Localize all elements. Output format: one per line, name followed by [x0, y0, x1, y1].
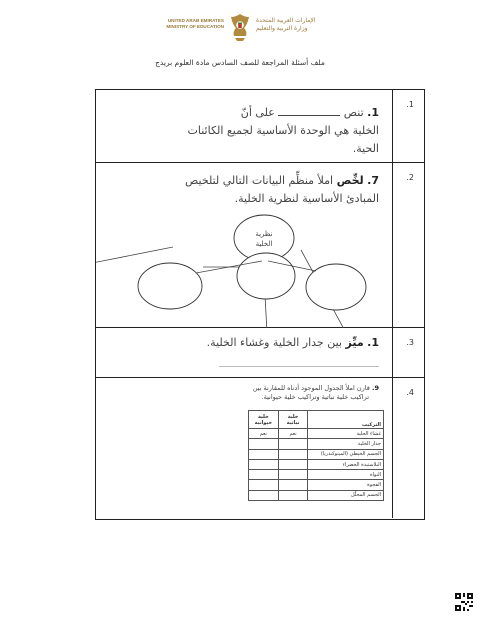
question-row-4 [96, 378, 424, 518]
plant-cell-answer[interactable] [278, 490, 308, 500]
uae-emblem-icon [228, 12, 252, 42]
comparison-table-header [249, 411, 384, 429]
question-text: على أنّ [240, 106, 275, 119]
question-text: قارن املأ الجدول الموجود أدناه للمقارنة بين [252, 384, 370, 392]
question-content [96, 90, 393, 162]
row-number-cell [392, 90, 424, 162]
ministry-en-line1: UNITED ARAB EMIRATES [167, 18, 224, 23]
answer-blank[interactable] [278, 106, 340, 116]
question-content [96, 328, 393, 377]
structure-cell: غشاء الخلية [308, 429, 384, 439]
question-number: 1. [367, 106, 379, 119]
ministry-name-english [152, 18, 224, 30]
animal-cell-answer[interactable] [249, 480, 279, 490]
comparison-table [248, 410, 384, 501]
question-number: 9. [371, 384, 379, 392]
plant-cell-answer[interactable] [278, 480, 308, 490]
row-number-cell [392, 328, 424, 377]
structure-cell: الفجوة [308, 480, 384, 490]
question-verb: تنص [343, 106, 364, 119]
animal-cell-answer[interactable] [249, 439, 279, 449]
ministry-ar-line2: وزارة التربية والتعليم [256, 25, 308, 32]
plant-cell-answer[interactable] [278, 470, 308, 480]
row-number: .2 [406, 173, 414, 182]
header-structure: التركيب [308, 411, 384, 429]
question-line-2: الخلية هي الوحدة الأساسية لجميع الكائنات [187, 124, 379, 137]
row-number: .1 [406, 100, 414, 109]
question-line-2: المبادئ الأساسية لنظرية الخلية. [234, 192, 379, 205]
animal-cell-answer[interactable]: نعم [249, 429, 279, 439]
table-row [249, 470, 384, 480]
question-verb: ميِّز [345, 336, 364, 349]
branch-ellipse-1 [138, 263, 202, 309]
center-label-line1: نظرية [255, 230, 273, 238]
question-line-1 [207, 334, 379, 352]
animal-cell-answer[interactable] [249, 470, 279, 480]
questions-table [95, 89, 425, 520]
question-verb: لخِّص [336, 174, 364, 187]
table-row [249, 439, 384, 449]
question-row-2 [96, 163, 424, 328]
question-number: 7. [367, 174, 379, 187]
row-number-cell [392, 378, 424, 518]
animal-cell-answer[interactable] [249, 459, 279, 469]
branch-ellipse-2 [237, 253, 295, 299]
structure-cell: البلاستيدة الخضراء [308, 459, 384, 469]
structure-cell: الجسم الخيطي (الميتوكندريا) [308, 449, 384, 459]
row-number-cell [392, 163, 424, 327]
question-row-3 [96, 328, 424, 378]
table-row [249, 459, 384, 469]
question-row-1 [96, 90, 424, 163]
question-text: املأ منظِّم البيانات التالي لتلخيص [185, 174, 334, 187]
animal-cell-answer[interactable] [249, 449, 279, 459]
table-row [249, 480, 384, 490]
header-animal-cell: خلية حيوانية [249, 411, 279, 429]
structure-cell: جدار الخلية [308, 439, 384, 449]
cell-theory-organizer [96, 163, 395, 328]
structure-cell: النواة [308, 470, 384, 480]
question-line-1 [241, 104, 379, 122]
animal-cell-answer[interactable] [249, 490, 279, 500]
question-number: 1. [367, 336, 379, 349]
question-content [96, 378, 393, 518]
row-number: .3 [406, 338, 414, 347]
answer-line[interactable] [219, 366, 379, 367]
qr-code-icon [455, 593, 473, 611]
plant-cell-answer[interactable] [278, 449, 308, 459]
plant-cell-answer[interactable] [278, 439, 308, 449]
table-row [249, 429, 384, 439]
question-line-3: الحية. [352, 142, 379, 155]
structure-cell: الجسم المحلِّل [308, 490, 384, 500]
question-text: بين جدار الخلية وغشاء الخلية. [206, 336, 342, 349]
page-header [0, 12, 480, 52]
table-row [249, 449, 384, 459]
header-plant-cell: خلية نباتية [278, 411, 308, 429]
question-line-1 [253, 384, 379, 393]
ministry-ar-line1: الإمارات العربية المتحدة [256, 17, 316, 24]
plant-cell-answer[interactable] [278, 459, 308, 469]
ministry-en-line2: MINISTRY OF EDUCATION [166, 24, 224, 29]
row-number: .4 [406, 388, 414, 397]
ministry-name-arabic [256, 17, 336, 33]
file-title: ملف أسئلة المراجعة للصف السادس مادة العلوم بريدج [155, 58, 325, 67]
plant-cell-answer[interactable]: نعم [278, 429, 308, 439]
table-row [249, 490, 384, 500]
question-line-2: تراكيب خلية نباتية وتراكيب خلية حيوانية. [261, 393, 369, 401]
center-label-line2: الخلية [255, 240, 273, 248]
